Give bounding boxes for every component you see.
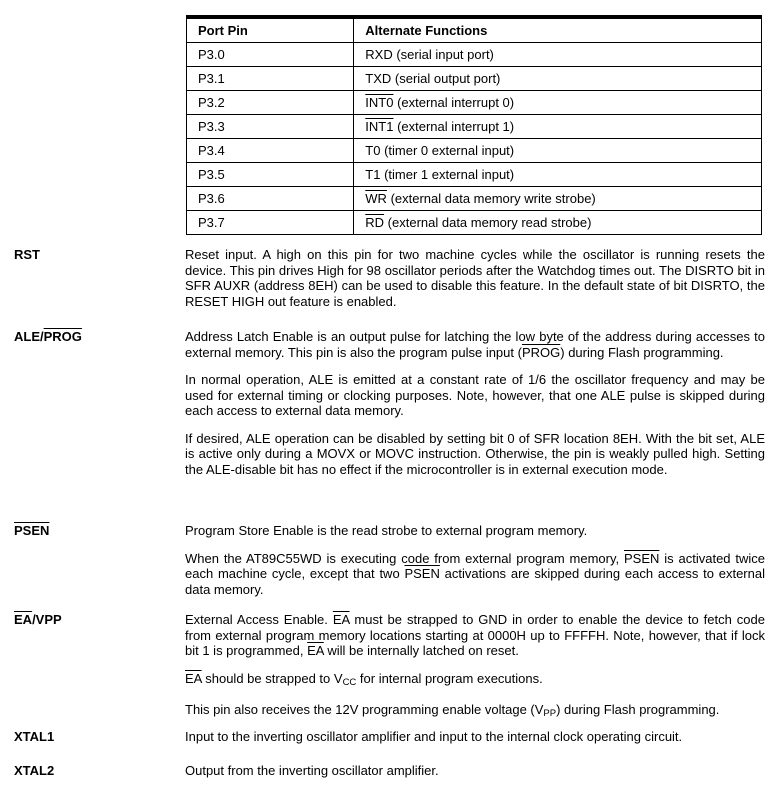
description-paragraph: [185, 372, 765, 419]
text-run: must be strapped to GND in order to enable the device to fetch code from external program memory locations starting at 0000H up to FFFFH. Note, however, that if lock bit 1 is programmed,: [185, 612, 765, 658]
port-pin-table: [186, 15, 762, 235]
overline-text: PROG: [43, 329, 82, 344]
text-run: (external interrupt 1): [393, 119, 515, 134]
text-run: XTAL1: [14, 729, 55, 744]
description-paragraph: [185, 329, 765, 360]
section-ale-prog: [0, 329, 780, 477]
text-run: for internal program executions.: [356, 670, 543, 686]
text-run: Input to the inverting oscillator amplifier and input to the internal clock operating circuit.: [185, 729, 683, 744]
overline-text: $\overline{WR}$: [365, 191, 387, 206]
description-paragraph: [185, 551, 765, 598]
pin-name-label-psen: [0, 523, 185, 539]
table-header-port-pin: Port Pin: [187, 17, 354, 43]
text-run: This pin also receives the 12V programming enable voltage (V: [185, 702, 544, 717]
text-run: In normal operation, ALE is emitted at a constant rate of 1/6 the oscillator frequency and may be used for external timing or clocking purposes. Note, however, that one ALE pulse is skipped during each access to external data memory.: [185, 372, 765, 418]
pin-name-label-ea-vpp: [0, 612, 185, 628]
text-run: RXD (serial input port): [365, 47, 494, 62]
pin-description-ea-vpp: [185, 612, 765, 722]
text-run: is activated twice each machine cycle, except that two: [185, 550, 765, 581]
description-paragraph: [185, 523, 765, 539]
alternate-function-cell: [354, 187, 762, 211]
text-run: TXD (serial output port): [365, 71, 501, 86]
text-run: activations are skipped during each access to external data memory.: [185, 566, 765, 597]
port-pin-cell: P3.5: [187, 163, 354, 187]
text-run: (external interrupt 0): [393, 95, 515, 110]
port-pin-cell: P3.1: [187, 67, 354, 91]
section-ea-vpp: [0, 612, 780, 722]
subscript-text: CC: [342, 676, 357, 688]
overline-text: PROG: [521, 344, 561, 360]
port-pin-cell: P3.3: [187, 115, 354, 139]
description-paragraph: [185, 702, 765, 722]
alternate-function-cell: [354, 67, 762, 91]
description-paragraph: [185, 247, 765, 309]
pin-name-label-rst: [0, 247, 185, 263]
alternate-function-cell: [354, 139, 762, 163]
text-run: should be strapped to V: [201, 670, 343, 686]
alternate-function-cell: [354, 91, 762, 115]
overline-text: $\overline{EA}$: [185, 670, 202, 686]
text-run: T1 (timer 1 external input): [365, 167, 515, 182]
text-run: Output from the inverting oscillator amplifier.: [185, 763, 439, 778]
section-xtal1: [0, 729, 780, 745]
description-paragraph: [185, 431, 765, 478]
table-row: [187, 91, 762, 115]
table-header-alternate-functions: Alternate Functions: [354, 17, 762, 43]
port-pin-cell: P3.4: [187, 139, 354, 163]
subscript-text: PP: [543, 708, 557, 719]
text-run: Address Latch Enable is an output pulse for latching the low byte of the address during accesses to external memory. This pin is also the program pulse input (: [185, 329, 765, 360]
text-run: (external data memory write strobe): [386, 191, 596, 206]
table-row: [187, 67, 762, 91]
pin-name-label-xtal2: [0, 763, 185, 779]
text-run: (external data memory read strobe): [384, 215, 592, 230]
text-run: XTAL2: [14, 763, 55, 778]
text-run: External Access Enable.: [185, 612, 333, 627]
overline-text: $\overline{RD}$: [365, 215, 385, 230]
table-row: [187, 211, 762, 235]
table-row: [187, 163, 762, 187]
text-run: /VPP: [32, 612, 62, 627]
text-run: Reset input. A high on this pin for two machine cycles while the oscillator is running resets the device. This pin drives High for 98 oscillator periods after the Watchdog times out. The DISRTO bit in SFR AUXR (address 8EH) can be used to disable this feature. In the default state of bit DISRTO, the RESET HIGH out feature is enabled.: [185, 247, 765, 309]
port-pin-cell: P3.6: [187, 187, 354, 211]
pin-description-ale-prog: [185, 329, 765, 477]
port-pin-cell: P3.0: [187, 43, 354, 67]
overline-text: INT1: [365, 119, 394, 134]
text-run: ) during Flash programming.: [560, 344, 724, 360]
text-run: ALE/: [14, 329, 44, 344]
description-paragraph: [185, 671, 765, 691]
description-paragraph: [185, 763, 765, 779]
text-run: will be internally latched on reset.: [323, 643, 519, 658]
text-run: Program Store Enable is the read strobe to external program memory.: [185, 523, 588, 538]
section-psen: [0, 523, 780, 597]
text-run: ) during Flash programming.: [556, 702, 720, 717]
pin-description-psen: [185, 523, 765, 597]
pin-description-rst: [185, 247, 765, 309]
overline-text: INT0: [365, 95, 394, 110]
section-rst: [0, 247, 780, 309]
overline-text: $\overline{EA}$: [307, 643, 324, 658]
overline-text: $\overline{EA}$: [14, 612, 33, 627]
alternate-function-cell: [354, 211, 762, 235]
text-run: If desired, ALE operation can be disabled by setting bit 0 of SFR location 8EH. With the bit set, ALE is active only during a MOVX or MOVC instruction. Otherwise, the pin is weakly pulled high. Setting the ALE-disable bit has no effect if the microcontroller is in external execution mode.: [185, 430, 765, 477]
pin-description-xtal1: [185, 729, 765, 745]
description-paragraph: [185, 612, 765, 659]
pin-description-xtal2: [185, 763, 765, 779]
section-xtal2: [0, 763, 780, 779]
description-paragraph: [185, 729, 765, 745]
alternate-function-cell: [354, 163, 762, 187]
pin-name-label-xtal1: [0, 729, 185, 745]
table-row: [187, 115, 762, 139]
table-header-row: [187, 17, 762, 43]
port-pin-cell: P3.2: [187, 91, 354, 115]
text-run: T0 (timer 0 external input): [365, 143, 515, 158]
port-pin-cell: P3.7: [187, 211, 354, 235]
table-row: [187, 43, 762, 67]
overline-text: $\overline{EA}$: [332, 612, 350, 627]
overline-text: PSEN: [404, 566, 440, 581]
alternate-function-cell: [354, 43, 762, 67]
alternate-function-cell: [354, 115, 762, 139]
text-run: When the AT89C55WD is executing code from external program memory,: [185, 550, 624, 566]
overline-text: PSEN: [14, 523, 50, 538]
table-row: [187, 187, 762, 211]
table-row: [187, 139, 762, 163]
pin-name-label-ale-prog: [0, 329, 185, 345]
text-run: RST: [14, 247, 40, 262]
overline-text: PSEN: [623, 550, 660, 566]
